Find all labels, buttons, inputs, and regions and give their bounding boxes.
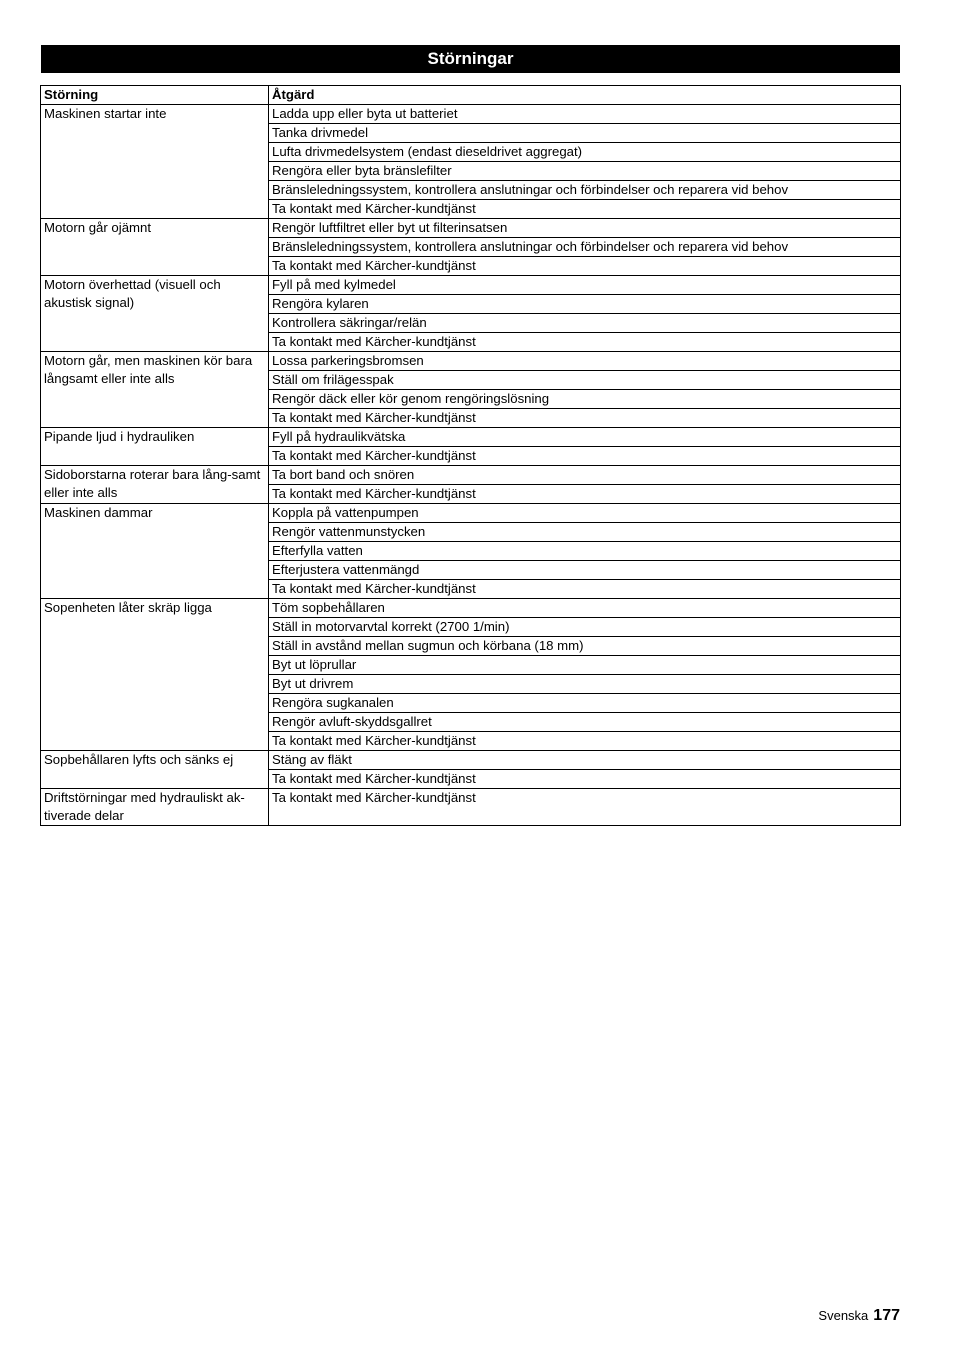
action-cell: Rengör vattenmunstycken: [269, 523, 901, 542]
column-header-fault: Störning: [41, 86, 269, 105]
fault-cell: Motorn överhettad (visuell och akustisk signal): [41, 276, 269, 352]
action-cell: Ställ in motorvarvtal korrekt (2700 1/min): [269, 618, 901, 637]
action-cell: Bränsleledningssystem, kontrollera anslutningar och förbindelser och reparera vid behov: [269, 181, 901, 200]
action-cell: Rengör luftfiltret eller byt ut filterinsatsen: [269, 219, 901, 238]
section-title: Störningar: [41, 45, 900, 73]
fault-cell: Driftstörningar med hydrauliskt ak-tiverade delar: [41, 789, 269, 826]
action-cell: Stäng av fläkt: [269, 751, 901, 770]
action-cell: Byt ut löprullar: [269, 656, 901, 675]
action-cell: Efterfylla vatten: [269, 542, 901, 561]
action-cell: Fyll på hydraulikvätska: [269, 428, 901, 447]
action-cell: Ta kontakt med Kärcher-kundtjänst: [269, 485, 901, 504]
column-header-action: Åtgärd: [269, 86, 901, 105]
action-cell: Rengöra kylaren: [269, 295, 901, 314]
table-row: [41, 751, 901, 770]
fault-cell: Maskinen startar inte: [41, 105, 269, 219]
page-footer: [818, 1307, 900, 1325]
page-number: 177: [873, 1307, 900, 1324]
table-row: [41, 219, 901, 238]
action-cell: Fyll på med kylmedel: [269, 276, 901, 295]
action-cell: Ta bort band och snören: [269, 466, 901, 485]
action-cell: Ta kontakt med Kärcher-kundtjänst: [269, 732, 901, 751]
table-row: [41, 504, 901, 523]
fault-cell: Sidoborstarna roterar bara lång-samt eller inte alls: [41, 466, 269, 504]
action-cell: Ta kontakt med Kärcher-kundtjänst: [269, 200, 901, 219]
fault-cell: Sopbehållaren lyfts och sänks ej: [41, 751, 269, 789]
action-cell: Rengöra eller byta bränslefilter: [269, 162, 901, 181]
table-row: [41, 789, 901, 826]
action-cell: Bränsleledningssystem, kontrollera anslutningar och förbindelser och reparera vid behov: [269, 238, 901, 257]
action-cell: Ta kontakt med Kärcher-kundtjänst: [269, 333, 901, 352]
action-cell: Ladda upp eller byta ut batteriet: [269, 105, 901, 124]
table-row: [41, 599, 901, 618]
table-header-row: [41, 86, 901, 105]
action-cell: Ta kontakt med Kärcher-kundtjänst: [269, 447, 901, 466]
action-cell: Ta kontakt med Kärcher-kundtjänst: [269, 789, 901, 826]
action-cell: Rengör däck eller kör genom rengöringslösning: [269, 390, 901, 409]
fault-cell: Motorn går, men maskinen kör bara långsamt eller inte alls: [41, 352, 269, 428]
action-cell: Rengör avluft-skyddsgallret: [269, 713, 901, 732]
action-cell: Lossa parkeringsbromsen: [269, 352, 901, 371]
table-row: [41, 276, 901, 295]
action-cell: Efterjustera vattenmängd: [269, 561, 901, 580]
fault-cell: Motorn går ojämnt: [41, 219, 269, 276]
table-row: [41, 466, 901, 485]
action-cell: Ta kontakt med Kärcher-kundtjänst: [269, 409, 901, 428]
action-cell: Tanka drivmedel: [269, 124, 901, 143]
fault-cell: Maskinen dammar: [41, 504, 269, 599]
action-cell: Ta kontakt med Kärcher-kundtjänst: [269, 257, 901, 276]
table-row: [41, 428, 901, 447]
action-cell: Koppla på vattenpumpen: [269, 504, 901, 523]
action-cell: Ställ om frilägesspak: [269, 371, 901, 390]
action-cell: Ta kontakt med Kärcher-kundtjänst: [269, 770, 901, 789]
action-cell: Töm sopbehållaren: [269, 599, 901, 618]
troubleshooting-table: [40, 85, 901, 826]
footer-language: Svenska: [818, 1308, 869, 1323]
action-cell: Ställ in avstånd mellan sugmun och körbana (18 mm): [269, 637, 901, 656]
fault-cell: Sopenheten låter skräp ligga: [41, 599, 269, 751]
table-row: [41, 352, 901, 371]
action-cell: Rengöra sugkanalen: [269, 694, 901, 713]
action-cell: Kontrollera säkringar/relän: [269, 314, 901, 333]
fault-cell: Pipande ljud i hydrauliken: [41, 428, 269, 466]
action-cell: Byt ut drivrem: [269, 675, 901, 694]
action-cell: Ta kontakt med Kärcher-kundtjänst: [269, 580, 901, 599]
table-body: [41, 105, 901, 826]
action-cell: Lufta drivmedelsystem (endast dieseldrivet aggregat): [269, 143, 901, 162]
table-row: [41, 105, 901, 124]
